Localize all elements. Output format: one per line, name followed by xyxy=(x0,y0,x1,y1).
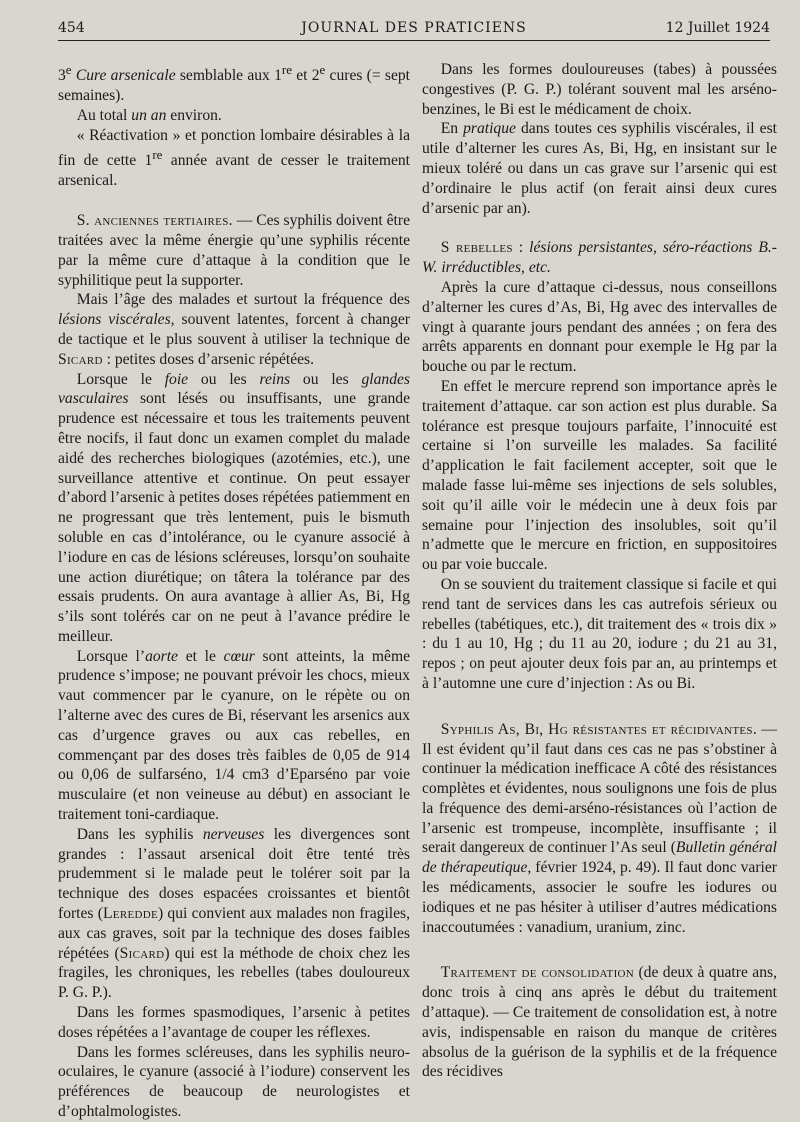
text-run: 3 xyxy=(58,67,66,85)
text-run: En effet le mercure reprend son importance après le traitement d’attaque. car son action est plus durable. Sa tolérance est presque toujours parfaite, l’innocuité est certaine si l’on surveille les malades. Sa facilité d’application le fait facilement accepter, soit que le malade fasse lui-même ses injections de sels solubles, soit qu’il aille voir le médecin une à deux fois par semaine pour l’injection des insolubles, soit qu’il n’admette que le mercure en friction, en suppositoires ou par voie buccale. xyxy=(422,377,777,574)
paragraph xyxy=(58,106,410,126)
paragraph xyxy=(58,290,410,369)
text-run: En xyxy=(440,120,464,138)
paragraph xyxy=(422,377,777,575)
paragraph xyxy=(58,126,410,192)
small-caps-text: Leredde xyxy=(102,905,158,923)
text-run: ou les xyxy=(188,370,260,388)
italic-text: Cure arsenicale xyxy=(75,67,176,85)
italic-text: nerveuses xyxy=(202,825,265,843)
italic-text: lésions viscérales, xyxy=(58,311,175,329)
text-run: année avant de cesser le traitement arsenical. xyxy=(58,152,410,190)
superscript: e xyxy=(319,62,326,77)
text-run: On se souvient du traitement classique si facile et qui rend tant de services dans les cas autrefois sérieux ou rebelles (tabétiques, etc.), dit traitement des « trois dix » : du 1 au 10, Hg ; du 11 au 20, iodure ; du 21 au 31, repos ; on peut ajouter deux fois par an, au printemps et à l’automne une cure d’injection : As ou Bi. xyxy=(422,575,777,692)
section-paragraph xyxy=(422,720,777,938)
italic-text: aorte xyxy=(145,647,178,665)
paragraph xyxy=(422,60,777,119)
text-run: Dans les formes douloureuses (tabes) à poussées congestives (P. G. P.) tolérant souvent mal les arséno-benzines, le Bi est le médicament de choix. xyxy=(422,61,777,118)
paragraph xyxy=(422,119,777,218)
paragraph xyxy=(422,278,777,377)
small-caps-text: Traitement de consolidation xyxy=(440,964,635,982)
text-run: souvent latentes, forcent à changer de tactique et le plus souvent à utiliser la technique de xyxy=(58,311,410,348)
paragraph xyxy=(422,575,777,694)
text-run: ) qui convient aux malades non fragiles, aux cas graves, soit par la technique des doses faibles répétées ( xyxy=(58,905,410,962)
section-paragraph xyxy=(422,238,777,278)
text-run: — Ces syphilis doivent être traitées avec la même énergie qu’une syphilis récente par la même cure d’attaque à la condition que le syphilitique peut la supporter. xyxy=(58,212,410,289)
text-run: dans toutes ces syphilis viscérales, il est utile d’alterner les cures As, Bi, Hg, en insistant sur le mieux toléré ou dans un cas grave sur l’arsenic qui est d’ordinaire le plus actif (on ferait ainsi deux cures d’arsenic par an). xyxy=(422,120,777,217)
text-run: Lorsque l’ xyxy=(76,647,146,665)
text-run: Au total xyxy=(76,106,132,124)
small-caps-text: Sicard xyxy=(119,944,165,962)
italic-text: un an xyxy=(131,106,167,124)
small-caps-text: Syphilis As, Bi, Hg résistantes et récidivantes. xyxy=(440,720,758,738)
text-run: (de deux à quatre ans, donc trois à cinq ans après le début du traitement d’attaque). — Ce traitement de consolidation est, à notre avis, indispensable en raison du manque de critères absolus de la guérison de la syphilis et de la fréquence des récidives xyxy=(422,964,777,1081)
text-run: sont atteints, la même prudence s’impose; ne pouvant prévoir les chocs, mieux vaut commencer par le cyanure, on le répète ou on l’alterne avec des cures de Bi, réservant les arsenics aux cas d’urgence graves ou aux cas rebelles, en commençant par des doses très faibles de 0,05 de 914 ou 0,06 de sulfarséno, 1/4 cm3 d’Eparséno par voie musculaire (et non veineuse au début) en associant le traitement toni-cardiaque. xyxy=(58,647,410,824)
italic-text: Bulletin général de thérapeutique, xyxy=(422,839,777,877)
italic-text: cœur xyxy=(223,647,255,665)
text-run: ) qui est la méthode de choix chez les fragiles, les chroniques, les rebelles (tabes douloureux P. G. P.). xyxy=(58,944,411,1002)
italic-text: reins xyxy=(259,370,291,388)
section-paragraph xyxy=(422,963,777,1082)
text-run: — Il est évident qu’il faut dans ces cas ne pas s’obstiner à continuer la médication inefficace A côté des résistances complètes et évidentes, nous soulignons une fois de plus la fréquence des demi-arséno-résistances où l’action de l’arsenic est trompeuse, incomplète, insuffisante ; il serait dangereux de continuer l’As seul ( xyxy=(422,720,778,857)
text-run: Dans les syphilis xyxy=(76,825,203,843)
small-caps-text: S rebelles xyxy=(440,239,513,257)
text-run: : xyxy=(512,239,530,257)
superscript: re xyxy=(281,62,292,77)
text-run: : petites doses d’arsenic répétées. xyxy=(102,350,315,368)
small-caps-text: S. anciennes tertiaires. xyxy=(76,212,233,230)
text-run: Dans les formes scléreuses, dans les syphilis neuro-oculaires, le cyanure (associé à l’iodure) conservent les préférences de beaucoup de neurologistes et d’ophtalmologistes. xyxy=(58,1043,410,1121)
italic-text: pratique xyxy=(463,120,516,138)
text-run: « Réactivation » et ponction lombaire désirables à la fin de cette 1 xyxy=(58,126,410,170)
text-run: Lorsque le xyxy=(76,370,165,388)
text-run: Mais l’âge des malades et surtout la fréquence des xyxy=(76,291,410,309)
text-run: Après la cure d’attaque ci-dessus, nous conseillons d’alterner les cures d’As, Bi, Hg avec des intervalles de vingt à quarante jours pendant des années ; on fera des arrêts apparents en donnant pour exemple le Hg par la bouche ou par le rectum. xyxy=(422,278,777,376)
paragraph xyxy=(58,825,410,1003)
text-run: environ. xyxy=(166,106,222,124)
text-run: et le xyxy=(177,647,224,665)
text-run: février 1924, p. 49). Il faut donc varier les médicaments, associer le soufre les iodures ou iodiques et ne pas hésiter à utiliser d’autres médications inaccoutumées : vanadium, uranium, zinc. xyxy=(422,859,777,936)
right-column xyxy=(422,60,777,1082)
italic-text: glandes vasculaires xyxy=(58,370,410,408)
paragraph xyxy=(58,370,410,647)
text-run: cures (= sept semaines). xyxy=(58,67,411,104)
superscript: re xyxy=(152,147,163,163)
page-header xyxy=(58,16,770,41)
section-paragraph xyxy=(58,211,410,290)
text-run: semblable aux 1 xyxy=(175,67,282,85)
italic-text: foie xyxy=(164,370,189,388)
page-number: 454 xyxy=(58,20,85,36)
text-run: les divergences sont grandes : l’assaut arsenical doit être tenté très prudemment si le malade peut le tolérer soit par la technique des doses espacées croissantes et bientôt fortes ( xyxy=(58,825,410,923)
text-run: et 2 xyxy=(291,67,320,85)
text-run: sont lésés ou insuffisants, une grande prudence est nécessaire et tous les traitements peuvent être nocifs, il faut donc un examen complet du malade aidé des recherches biologiques (azotémies, etc.), une surveillance attentive et continue. On peut essayer d’abord l’arsenic à petites doses répétées patiemment en ne progressant que très lentement, puis le bismuth soluble en cas d’intolérance, ou le cyanure associé à l’iodure en cas de lésions scléreuses, lorsqu’on souhaite une action diurétique; on tâtera la tolérance par des essais prudents. On aura avantage à allier As, Bi, Hg s’ils sont tolérés car on ne peut à l’avance prédire le meilleur. xyxy=(58,390,410,645)
paragraph xyxy=(58,1043,410,1122)
paragraph xyxy=(58,1003,410,1043)
italic-text: lésions persistantes, séro-réactions B.-W. irréductibles, etc. xyxy=(422,239,777,277)
journal-title: JOURNAL DES PRATICIENS xyxy=(301,20,527,36)
text-run: Dans les formes spasmodiques, l’arsenic à petites doses répétées a l’avantage de couper les réflexes. xyxy=(58,1004,410,1041)
paragraph xyxy=(58,647,410,825)
paragraph xyxy=(58,60,410,106)
small-caps-text: Sicard xyxy=(58,350,103,368)
superscript: e xyxy=(65,62,72,77)
left-column xyxy=(58,60,410,1122)
issue-date: 12 Juillet 1924 xyxy=(665,20,770,36)
text-run: ou les xyxy=(290,370,362,388)
